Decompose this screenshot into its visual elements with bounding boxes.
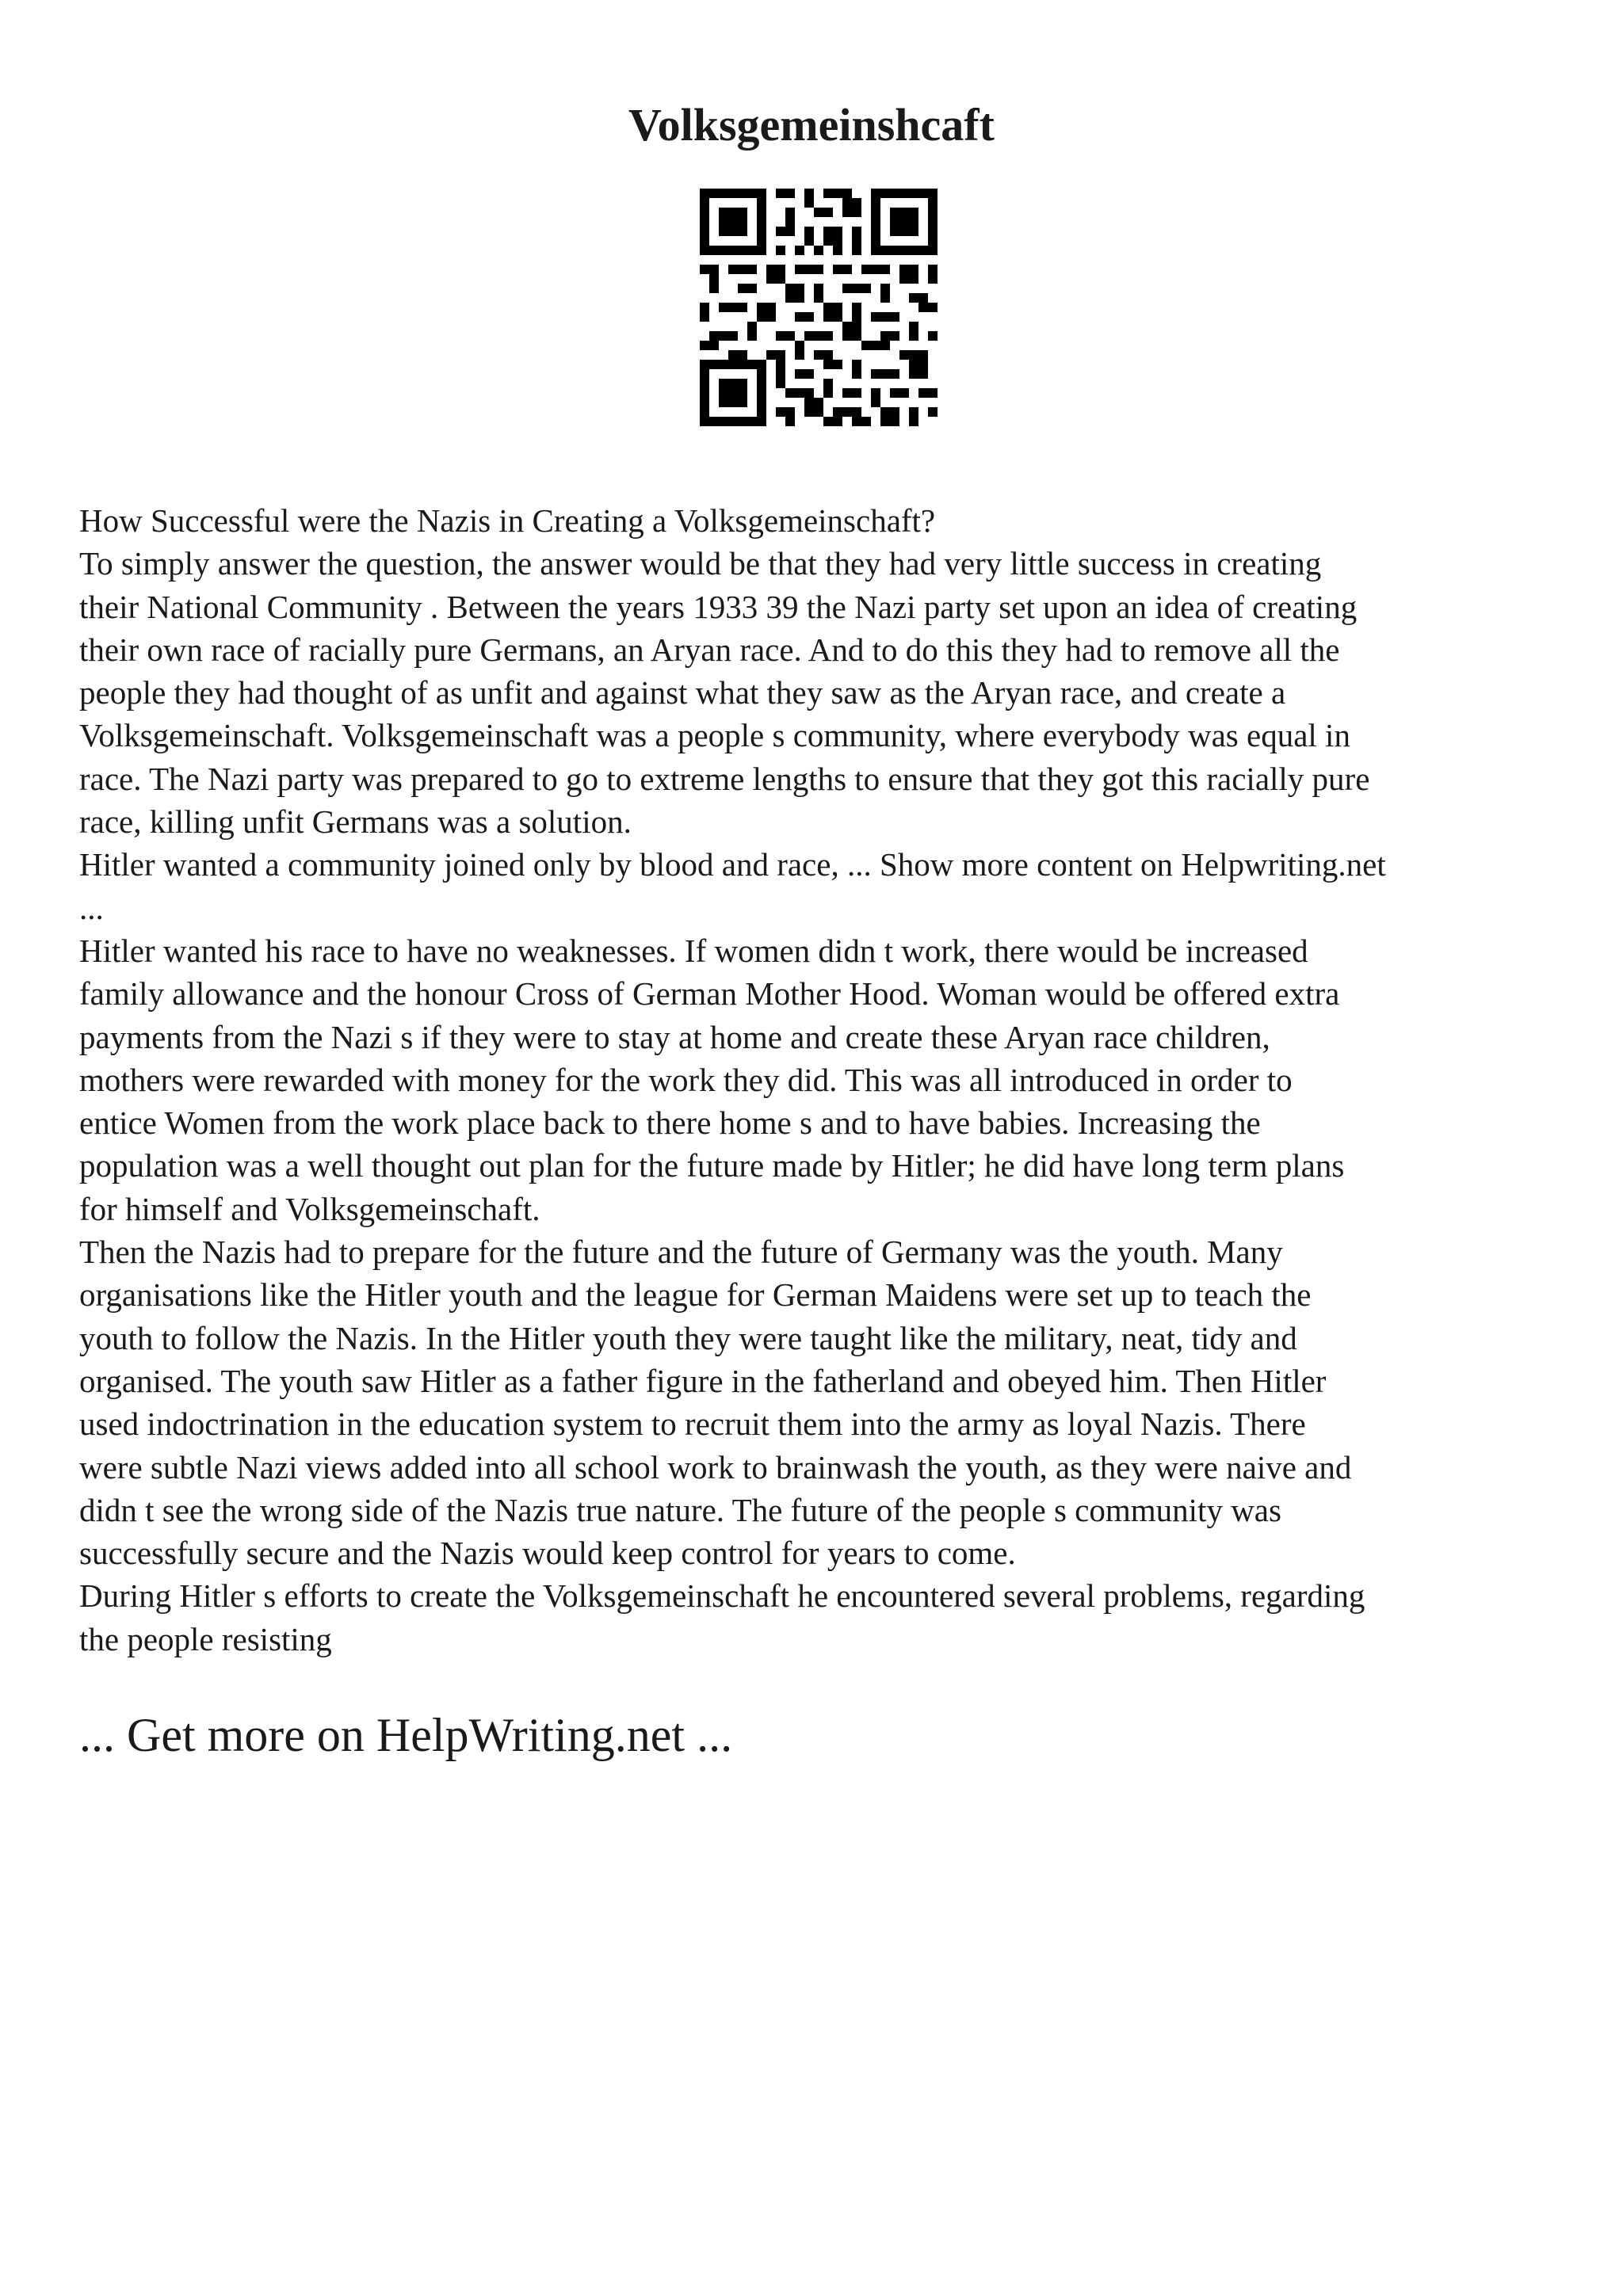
body-line: Hitler wanted his race to have no weaknesses. If women didn t work, there would be increased [79,932,1308,969]
body-line: race, killing unfit Germans was a solution. [79,803,632,841]
body-line: During Hitler s efforts to create the Volksgemeinschaft he encountered several problems, regarding [79,1577,1365,1615]
body-line: race. The Nazi party was prepared to go to extreme lengths to ensure that they got this racially pure [79,760,1370,797]
body-line: ... [79,889,104,926]
document-title: Volksgemeinshcaft [628,99,995,151]
body-line: were subtle Nazi views added into all school work to brainwash the youth, as they were naive and [79,1448,1352,1486]
body-line: How Successful were the Nazis in Creating a Volksgemeinschaft? [79,502,936,539]
body-line: for himself and Volksgemeinschaft. [79,1190,540,1227]
body-line: youth to follow the Nazis. In the Hitler youth they were taught like the military, neat, tidy and [79,1319,1297,1356]
body-line: population was a well thought out plan for the future made by Hitler; he did have long term plans [79,1147,1345,1184]
body-line: Volksgemeinschaft. Volksgemeinschaft was a people s community, where everybody was equal in [79,717,1350,754]
article-body [79,499,1569,1661]
body-line: payments from the Nazi s if they were to stay at home and create these Aryan race children, [79,1018,1270,1055]
body-line: didn t see the wrong side of the Nazis true nature. The future of the people s community was [79,1491,1281,1528]
body-line: the people resisting [79,1620,332,1657]
body-line: their own race of racially pure Germans, an Aryan race. And to do this they had to remove all the [79,631,1340,668]
body-line: successfully secure and the Nazis would keep control for years to come. [79,1535,1016,1572]
body-line: Then the Nazis had to prepare for the future and the future of Germany was the youth. Many [79,1234,1283,1271]
body-line: their National Community . Between the years 1933 39 the Nazi party set upon an idea of creating [79,588,1358,625]
qr-code-icon [700,189,938,426]
body-line: mothers were rewarded with money for the work they did. This was all introduced in order to [79,1061,1293,1098]
body-line: entice Women from the work place back to there home s and to have babies. Increasing the [79,1104,1261,1142]
body-line: To simply answer the question, the answer would be that they had very little success in creating [79,545,1322,582]
body-line: Hitler wanted a community joined only by blood and race, ... Show more content on Helpwriting.net [79,846,1386,883]
body-line: people they had thought of as unfit and against what they saw as the Aryan race, and create a [79,674,1286,711]
get-more-link[interactable]: ... Get more on HelpWriting.net ... [79,1709,733,1761]
body-line: family allowance and the honour Cross of German Mother Hood. Woman would be offered extra [79,975,1340,1013]
qr-code[interactable] [700,189,938,426]
body-line: organised. The youth saw Hitler as a father figure in the fatherland and obeyed him. Then Hitler [79,1362,1327,1399]
body-line: organisations like the Hitler youth and the league for German Maidens were set up to teach the [79,1276,1312,1314]
body-line: used indoctrination in the education system to recruit them into the army as loyal Nazis. There [79,1405,1306,1443]
